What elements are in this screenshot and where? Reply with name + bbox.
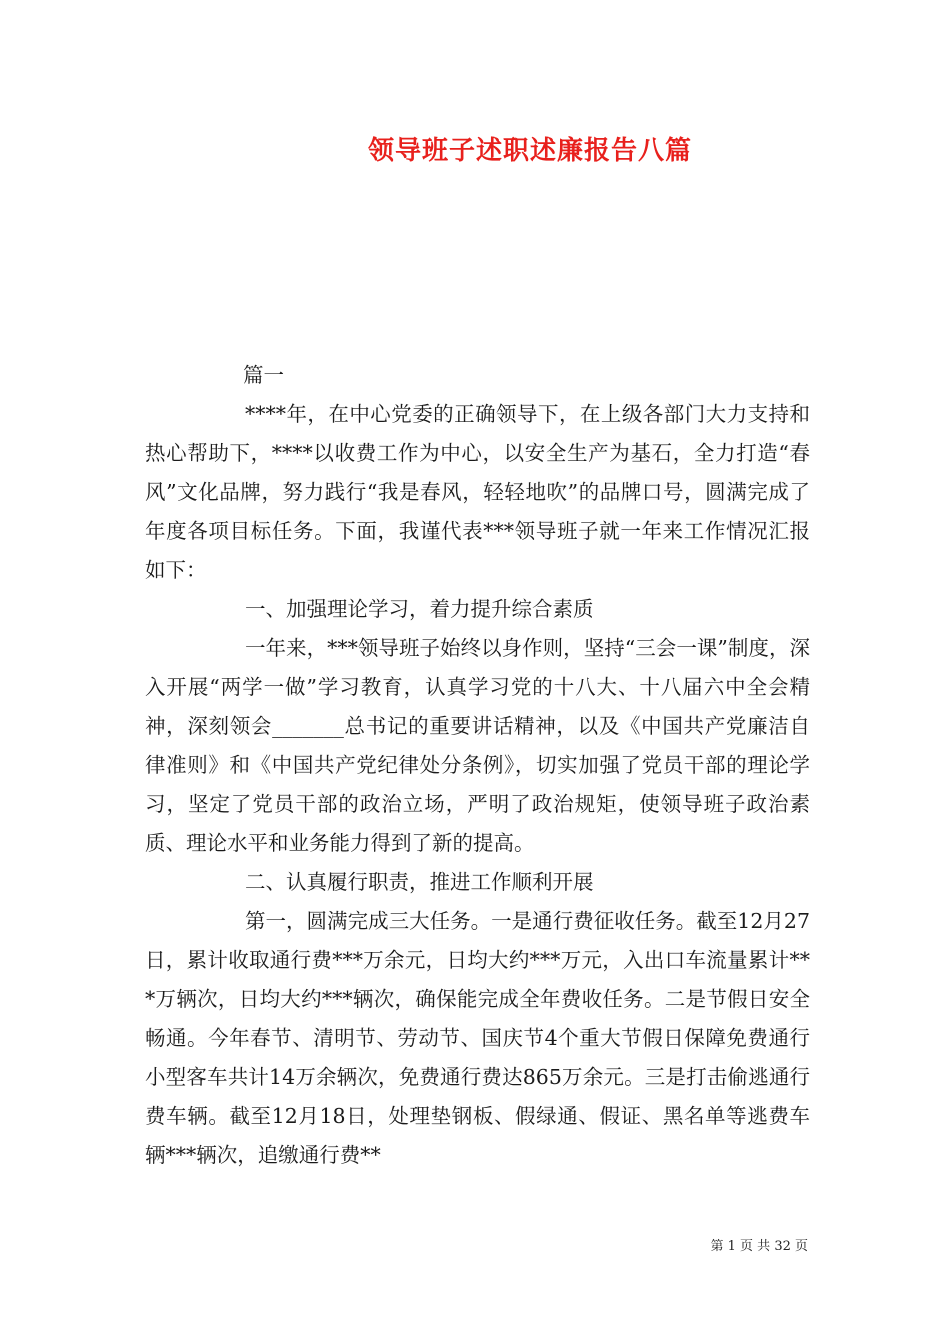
heading-2: 二、认真履行职责，推进工作顺利开展 xyxy=(245,870,594,894)
paragraph-theory-study: 一年来，***领导班子始终以身作则，坚持“三会一课”制度，深入开展“两学一做”学习教育，认真学习党的十八大、十八届六中全会精神，深刻领会_______总书记的重要讲话精神，以及《中国共产党廉洁自律准则》和《中国共产党纪律处分条例》，切实加强了党员干部的理论学习，坚定了党员干部的政治立场，严明了政治规矩，使领导班子政治素质、理论水平和业务能力得到了新的提高。 xyxy=(145,636,810,855)
document-title: 领导班子述职述廉报告八篇 xyxy=(367,136,692,166)
paragraph-three-tasks: 第一，圆满完成三大任务。一是通行费征收任务。截至12月27日，累计收取通行费***万余元，日均大约***万元，入出口车流量累计***万辆次，日均大约***辆次，确保能完成全年费收任务。二是节假日安全畅通。今年春节、清明节、劳动节、国庆节4个重大节假日保障免费通行小型客车共计14万余辆次，免费通行费达865万余元。三是打击偷逃通行费车辆。截至12月18日，处理垫钢板、假绿通、假证、黑名单等逃费车辆***辆次，追缴通行费** xyxy=(145,909,810,1167)
document-body xyxy=(145,356,810,1175)
intro-paragraph: ****年，在中心党委的正确领导下，在上级各部门大力支持和热心帮助下，****以收费工作为中心，以安全生产为基石，全力打造“春风”文化品牌，努力践行“我是春风，轻轻地吹”的品牌口号，圆满完成了年度各项目标任务。下面，我谨代表***领导班子就一年来工作情况汇报如下： xyxy=(145,402,810,582)
heading-1: 一、加强理论学习，着力提升综合素质 xyxy=(245,597,594,621)
page-number: 第 1 页 共 32 页 xyxy=(710,1239,808,1254)
section-label: 篇一 xyxy=(243,363,284,387)
